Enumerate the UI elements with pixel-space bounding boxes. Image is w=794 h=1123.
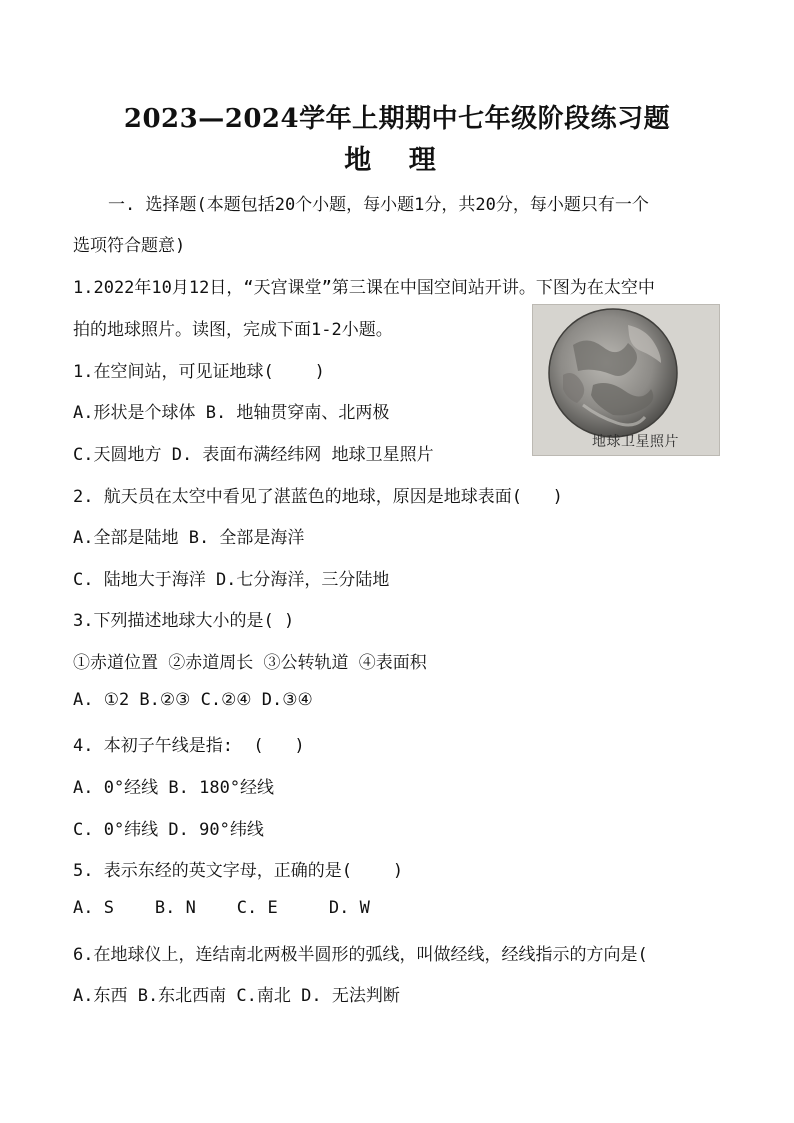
question-2: 2. 航天员在太空中看见了湛蓝色的地球，原因是地球表面( ) xyxy=(73,487,563,507)
question-1: 1.在空间站，可见证地球( ) xyxy=(73,362,325,382)
photo-caption: 地球卫星照片 xyxy=(592,434,679,450)
question-3: 3.下列描述地球大小的是( ) xyxy=(73,611,295,631)
question-4-options-cd: C. 0°纬线 D. 90°纬线 xyxy=(73,820,264,840)
question-3-options: A. ①2 B.②③ C.②④ D.③④ xyxy=(73,690,313,710)
question-6: 6.在地球仪上，连结南北两极半圆形的弧线，叫做经线，经线指示的方向是( xyxy=(73,945,648,965)
question-2-options-cd: C. 陆地大于海洋 D.七分海洋，三分陆地 xyxy=(73,570,390,590)
intro-line1: 1.2022年10月12日，“天宫课堂”第三课在中国空间站开讲。下图为在太空中 xyxy=(73,278,655,298)
question-5: 5. 表示东经的英文字母，正确的是( ) xyxy=(73,861,404,881)
question-1-options-cd: C.天圆地方 D. 表面布满经纬网 地球卫星照片 xyxy=(73,445,434,465)
question-4: 4. 本初子午线是指: ( ) xyxy=(73,736,305,756)
section-heading-line1: 一. 选择题(本题包括20个小题，每小题1分，共20分，每小题只有一个 xyxy=(108,195,649,215)
earth-satellite-photo xyxy=(532,304,720,456)
question-5-options: A. S B. N C. E D. W xyxy=(73,898,370,918)
section-heading-line2: 选项符合题意) xyxy=(73,236,186,256)
intro-line2: 拍的地球照片。读图，完成下面1-2小题。 xyxy=(73,320,393,340)
question-2-options-ab: A.全部是陆地 B. 全部是海洋 xyxy=(73,528,305,548)
question-1-options-ab: A.形状是个球体 B. 地轴贯穿南、北两极 xyxy=(73,403,390,423)
question-6-options: A.东西 B.东北西南 C.南北 D. 无法判断 xyxy=(73,986,400,1006)
question-4-options-ab: A. 0°经线 B. 180°经线 xyxy=(73,778,275,798)
subject-title: 地 理 xyxy=(344,145,450,176)
question-3-items: ①赤道位置 ②赤道周长 ③公转轨道 ④表面积 xyxy=(73,653,427,673)
exam-title: 2023—2024学年上期期中七年级阶段练习题 xyxy=(123,104,671,134)
